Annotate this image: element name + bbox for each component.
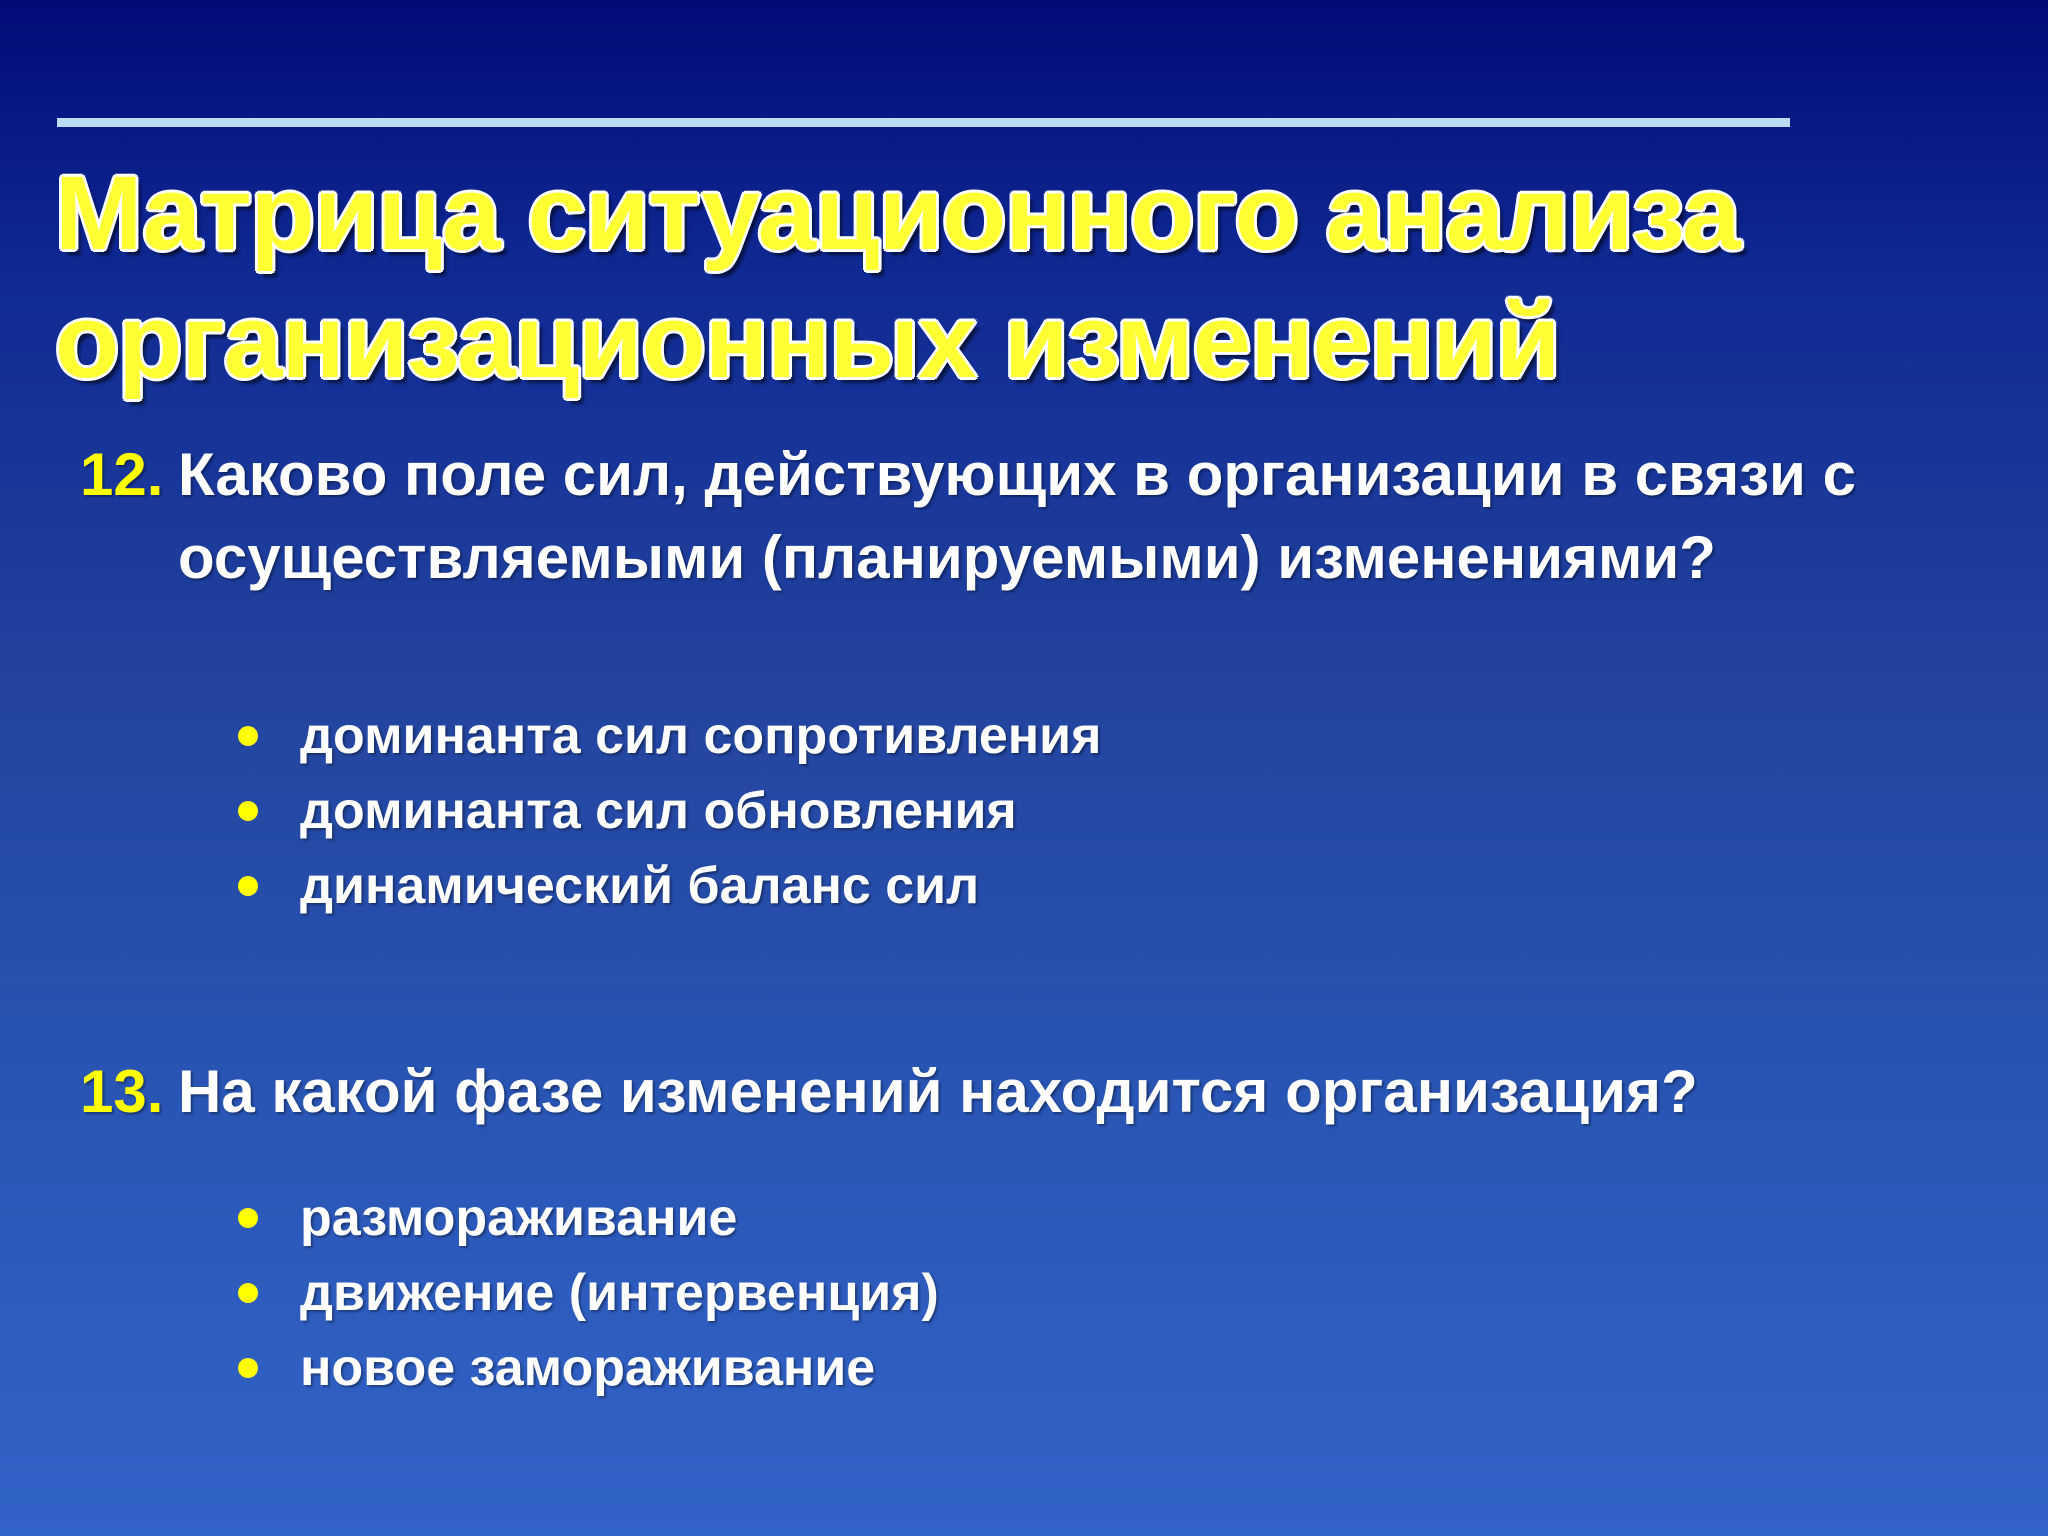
title-line-2: организационных изменений [55,283,1560,400]
title-line-1: Матрица ситуационного анализа [55,155,1740,272]
list-item-label: доминанта сил обновления [300,781,1017,840]
question-13-options [238,1180,939,1405]
list-item-label: движение (интервенция) [300,1263,939,1322]
bullet-dot-icon [238,876,258,896]
list-item-label: доминанта сил сопротивления [300,706,1102,765]
question-12 [80,433,1960,599]
question-number: 12. [80,441,164,508]
list-item [238,1180,939,1255]
list-item-label: динамический баланс сил [300,856,980,915]
list-item [238,1255,939,1330]
bullet-dot-icon [238,726,258,746]
list-item [238,848,1101,923]
list-item-label: размораживание [300,1188,738,1247]
list-item-label: новое замораживание [300,1338,876,1397]
question-13 [80,1050,1960,1133]
bullet-dot-icon [238,1283,258,1303]
list-item [238,1330,939,1405]
title-divider [57,118,1790,127]
question-12-options [238,698,1101,923]
list-item [238,698,1101,773]
question-text: Каково поле сил, действующих в организации в связи с осуществляемыми (планируемыми) изменениями? [178,441,1856,591]
slide-title [55,150,1955,406]
question-text: На какой фазе изменений находится организация? [178,1058,1698,1125]
bullet-dot-icon [238,801,258,821]
bullet-dot-icon [238,1358,258,1378]
bullet-dot-icon [238,1208,258,1228]
question-number: 13. [80,1058,164,1125]
list-item [238,773,1101,848]
